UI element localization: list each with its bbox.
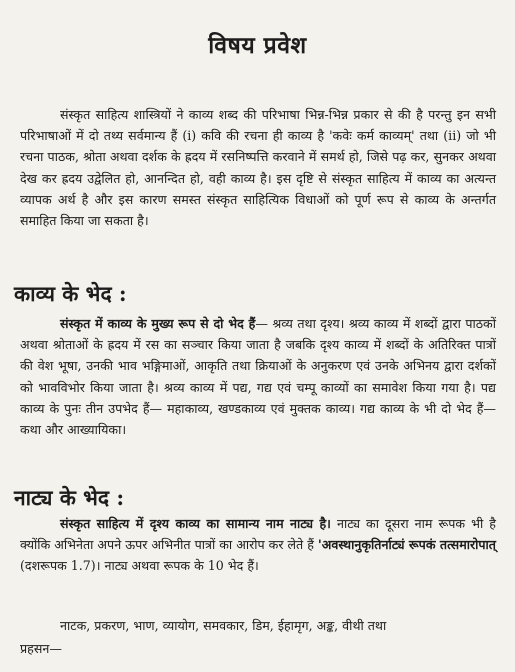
natya-bhed-text-a: नाट्य का दूसरा नाम रूपक भी है क्योंकि अभिनेता अपने ऊपर अभिनीत पात्रों का आरोप कर लेते हैं	[20, 516, 496, 553]
intro-text: संस्कृत साहित्य शास्त्रियों ने काव्य शब्द की परिभाषा भिन्न-भिन्न प्रकार से की है परन्तु इन सभी परिभाषाओं में दो तथ्य सर्वमान्य हैं (i) कवि की रचना ही काव्य है 'कवेः कर्म काव्यम्' तथा (ii) जो भी रचना पाठक, श्रोता अथवा दर्शक के ह्रदय में रसनिष्पत्ति करवाने में समर्थ हो, जिसे पढ़ कर, सुनकर अथवा देख कर ह्रदय उद्वेलित हो, आनन्दित हो, वही काव्य है। इस दृष्टि से संस्कृत साहित्य में काव्य का अत्यन्त व्यापक अर्थ है और इस कारण समस्त संस्कृत साहित्यिक विधाओं को पूर्ण रूप से काव्य के अन्तर्गत समाहित किया जा सकता है।	[20, 107, 496, 229]
section-heading-natya-bhed: नाट्य के भेद :	[14, 485, 125, 510]
kavya-bhed-lead: संस्कृत में काव्य के मुख्य रूप से दो भेद हैं	[60, 316, 256, 331]
natya-types-line: नाटक, प्रकरण, भाण, व्यायोग, समवकार, डिम, ईहामृग, अङ्क, वीथी तथा	[60, 618, 387, 633]
page-title: विषय प्रवेश	[208, 32, 307, 59]
kavya-bhed-text: — श्रव्य तथा दृश्य। श्रव्य काव्य में शब्दों द्वारा पाठकों अथवा श्रोताओं के ह्रदय में रस का सञ्चार किया जाता है जबकि दृश्य काव्य में शब्दों के अतिरिक्त पात्रों की वेश भूषा, उनकी भाव भङ्गिमाओं, आकृति तथा क्रियाओं के अनुकरण एवं उनके अभिनय द्वारा दर्शकों को भावविभोर किया जाता है। श्रव्य काव्य में पद्य, गद्य एवं चम्पू काव्यों का समावेश किया गया है। पद्य काव्य के पुनः तीन उपभेद हैं— महाकाव्य, खण्डकाव्य एवं मुक्तक काव्य। गद्य काव्य के भी दो भेद हैं— कथा और आख्यायिका।	[20, 316, 496, 438]
kavya-bhed-paragraph	[20, 313, 496, 440]
section-heading-kavya-bhed: काव्य के भेद :	[14, 281, 127, 306]
natya-bhed-text-b: (दशरूपक 1.7)। नाट्य अथवा रूपक के 10 भेद हैं।	[20, 558, 259, 574]
dasharupaka-quote: 'अवस्थानुकृतिर्नाट्यं रूपकं तत्समारोपात्	[317, 537, 496, 553]
natya-types-end: प्रहसन—	[20, 641, 62, 656]
natya-bhed-paragraph	[20, 513, 496, 577]
intro-paragraph	[20, 104, 496, 231]
natya-bhed-lead: संस्कृत साहित्य में दृश्य काव्य का सामान्य नाम नाट्य है।	[60, 516, 331, 531]
natya-types-list	[20, 615, 496, 636]
